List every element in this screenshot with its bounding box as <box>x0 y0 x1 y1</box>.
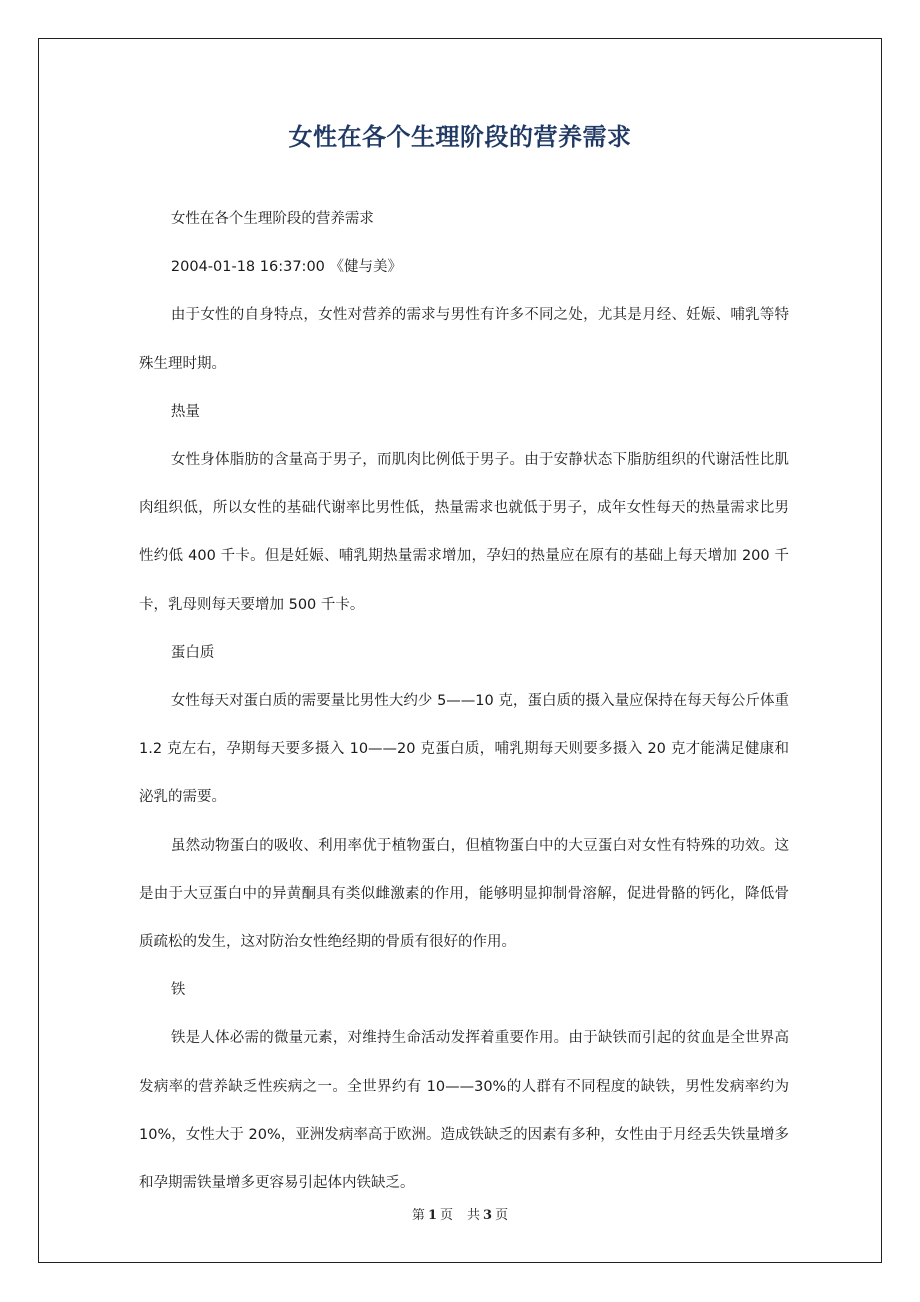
footer-total-unit: 页 <box>495 1208 509 1223</box>
paragraph-intro: 由于女性的自身特点，女性对营养的需求与男性有许多不同之处，尤其是月经、妊娠、哺乳等特殊生理时期。 <box>139 307 789 372</box>
paragraph-iron: 铁是人体必需的微量元素，对维持生命活动发挥着重要作用。由于缺铁而引起的贫血是全世界高发病率的营养缺乏性疾病之一。全世界约有 10——30%的人群有不同程度的缺铁，男性发病率约为 10%，女性大于 20%，亚洲发病率高于欧洲。造成铁缺乏的因素有多种，女性由于月经丢失铁量增多和孕期需铁量增多更容易引起体内铁缺乏。 <box>139 1030 789 1192</box>
paragraph-subtitle: 女性在各个生理阶段的营养需求 <box>170 211 374 227</box>
document-title: 女性在各个生理阶段的营养需求 <box>288 123 632 151</box>
footer-page-unit: 页 <box>439 1208 453 1223</box>
page-footer <box>0 1204 920 1223</box>
paragraph-energy: 女性身体脂肪的含量高于男子，而肌肉比例低于男子。由于安静状态下脂肪组织的代谢活性比肌肉组织低，所以女性的基础代谢率比男性低，热量需求也就低于男子，成年女性每天的热量需求比男性约低 400 千卡。但是妊娠、哺乳期热量需求增加，孕妇的热量应在原有的基础上每天增加 200 千卡，乳母则每天要增加 500 千卡。 <box>139 452 789 613</box>
paragraph-date-source: 2004-01-18 16:37:00 《健与美》 <box>170 259 402 276</box>
document-body <box>139 195 789 1207</box>
paragraph-soy-protein: 虽然动物蛋白的吸收、利用率优于植物蛋白，但植物蛋白中的大豆蛋白对女性有特殊的功效。这是由于大豆蛋白中的异黄酮具有类似雌激素的作用，能够明显抑制骨溶解，促进骨骼的钙化，降低骨质疏松的发生，这对防治女性绝经期的骨质有很好的作用。 <box>139 837 789 951</box>
footer-total-prefix: 共 <box>467 1208 481 1223</box>
section-heading-iron: 铁 <box>170 982 186 999</box>
footer-page-current: 1 <box>427 1208 437 1223</box>
section-heading-protein: 蛋白质 <box>170 644 215 661</box>
section-heading-energy: 热量 <box>170 403 200 420</box>
footer-page-prefix: 第 <box>411 1208 425 1223</box>
footer-page-total: 3 <box>483 1208 493 1223</box>
paragraph-protein: 女性每天对蛋白质的需要量比男性大约少 5——10 克，蛋白质的摄入量应保持在每天每公斤体重 1.2 克左右，孕期每天要多摄入 10——20 克蛋白质，哺乳期每天则要多摄入 20 克才能满足健康和泌乳的需要。 <box>139 693 789 806</box>
